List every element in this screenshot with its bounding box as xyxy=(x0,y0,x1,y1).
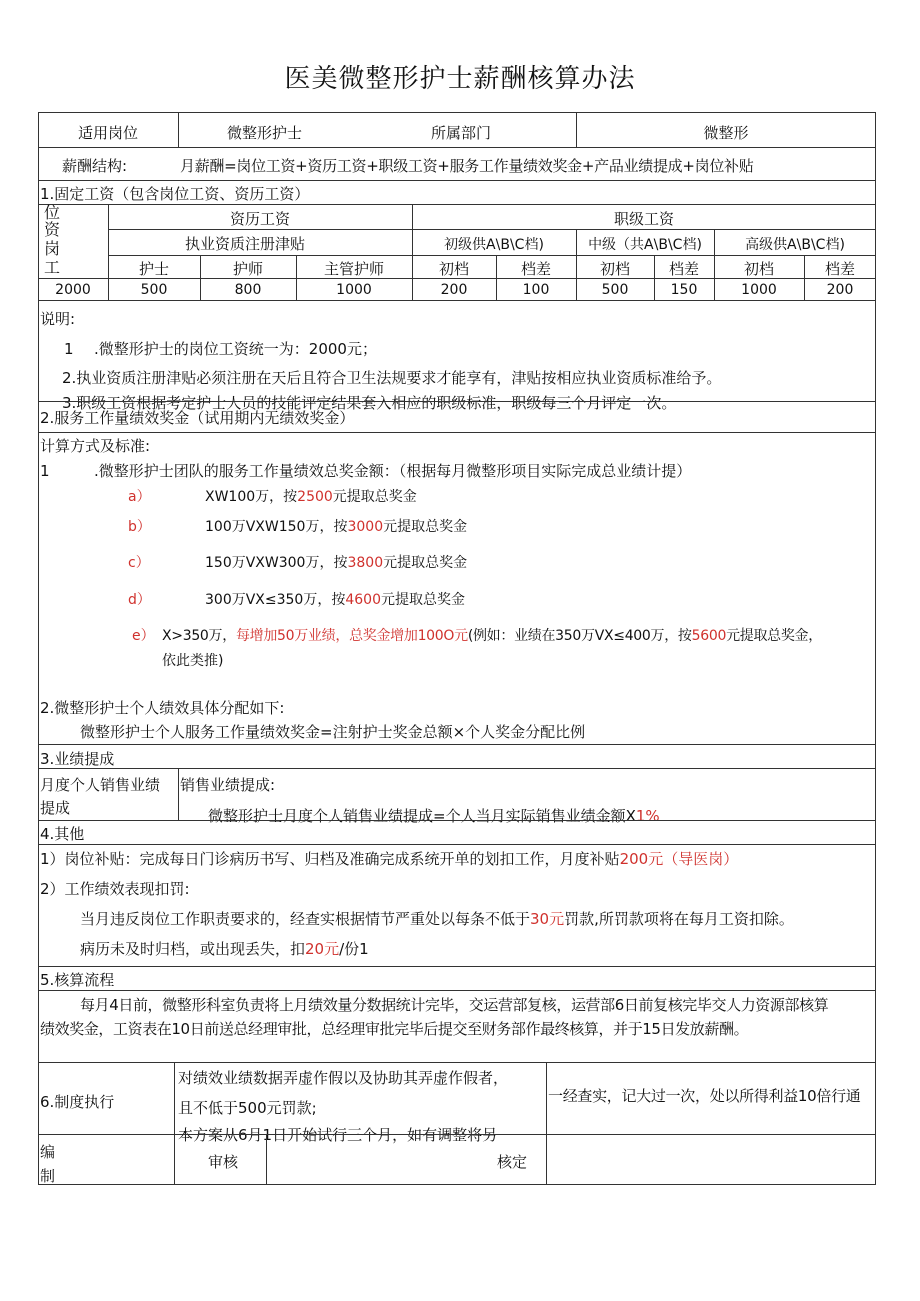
item-2-formula: 微整形护士个人服务工作量绩效奖金=注射护士奖金总额×个人奖金分配比例 xyxy=(80,723,586,741)
note-3-clip xyxy=(40,392,870,412)
group-rank: 职级工资 xyxy=(613,210,674,228)
dept-label: 所属部门 xyxy=(431,124,492,142)
commission-formula: 微整形护士月度个人销售业绩提成=个人当月实际销售业绩金额X1% xyxy=(208,807,660,825)
divider xyxy=(38,966,876,967)
note-1-num: 1 xyxy=(64,340,74,358)
sub-senior: 高级供A\B\C档) xyxy=(745,237,845,253)
tier-label: b） xyxy=(128,519,151,535)
section1-heading-line xyxy=(38,204,876,205)
section1-heading: 1.固定工资（包含岗位工资、资历工资） xyxy=(40,185,310,203)
divider xyxy=(174,1062,175,1185)
note-1: .微整形护士的岗位工资统一为：2000元； xyxy=(94,340,377,358)
col-post-wage: 岗 xyxy=(44,239,61,258)
tier-label: a） xyxy=(128,489,151,505)
tier-rule: 300万VX≤350万，按4600元提取总奖金 xyxy=(205,592,465,608)
approve-label: 核定 xyxy=(497,1153,528,1171)
enforcement-line: 本方案从6月1日开始试行三个月，如有调整将另 xyxy=(178,1126,498,1144)
table-cell: 800 xyxy=(234,282,262,298)
enforcement-line: 对绩效业绩数据弄虚作假以及协助其弄虚作假者， xyxy=(178,1069,509,1087)
item-2-heading: 2.微整形护士个人绩效具体分配如下: xyxy=(40,699,285,717)
author-label: 制 xyxy=(40,1167,56,1185)
structure-formula: 月薪酬=岗位工资+资历工资+职级工资+服务工作量绩效奖金+产品业绩提成+岗位补贴 xyxy=(180,157,754,175)
note-3: 3.职级工资根据考定护士人员的技能评定结果套入相应的职级标准，职级每三个月评定一次。 xyxy=(62,394,677,412)
divider xyxy=(108,229,876,230)
tier-rule: 150万VXW300万，按3800元提取总奖金 xyxy=(205,555,468,571)
divider xyxy=(178,112,179,148)
review-label: 审核 xyxy=(208,1153,239,1171)
col-head: 初档 xyxy=(599,260,630,278)
divider xyxy=(38,990,876,991)
tier-rule: 100万VXW150万，按3000元提取总奖金 xyxy=(205,519,468,535)
item-1-num: 1 xyxy=(40,462,50,480)
col-head: 初档 xyxy=(743,260,774,278)
divider xyxy=(38,401,876,402)
author-label: 编 xyxy=(40,1143,56,1161)
table-cell: 200 xyxy=(826,282,854,298)
page-title: 医美微整形护士薪酬核算办法 xyxy=(284,64,636,94)
divider xyxy=(178,768,179,820)
table-cell: 500 xyxy=(140,282,168,298)
col-head: 主管护师 xyxy=(323,260,384,278)
section4-heading: 4.其他 xyxy=(40,825,85,843)
sub-middle: 中级（共A\B\C档) xyxy=(588,237,702,253)
sales-label: 月度个人销售业绩 xyxy=(40,776,161,794)
col-post-wage: 位 xyxy=(44,203,61,222)
notes-label: 说明: xyxy=(40,310,76,328)
divider xyxy=(38,820,876,821)
penalty-2: 病历未及时归档，或出现丢失，扣20元/份1 xyxy=(80,940,369,958)
table-cell: 1000 xyxy=(336,282,372,298)
tier-rule: X>350万，每增加50万业绩，总奖金增加100O元(例如：业绩在350万VX≤400万，按5600元提取总奖金， xyxy=(162,628,822,644)
divider xyxy=(38,744,876,745)
table-cell: 150 xyxy=(670,282,698,298)
sub-license: 执业资质注册津贴 xyxy=(185,235,306,253)
tier-rule-continued: 依此类推) xyxy=(162,653,224,669)
col-head: 档差 xyxy=(668,260,699,278)
penalty-1: 当月违反岗位工作职责要求的，经查实根据情节严重处以每条不低于30元罚款,所罚款项将在每月工资扣除。 xyxy=(80,910,794,928)
group-seniority: 资历工资 xyxy=(229,210,290,228)
sales-label: 提成 xyxy=(40,799,71,817)
enforcement-line: 且不低于500元罚款; xyxy=(178,1099,317,1117)
item-1: .微整形护士团队的服务工作量绩效总奖金额：（根据每月微整形项目实际完成总业绩计提） xyxy=(94,462,692,480)
enforcement-label: 6.制度执行 xyxy=(40,1093,115,1111)
process-line-2: 绩效奖金，工资表在10日前送总经理审批，总经理审批完毕后提交至财务部作最终核算，并于15日发放薪酬。 xyxy=(40,1020,749,1038)
col-head: 护士 xyxy=(138,260,169,278)
divider xyxy=(108,255,876,256)
tier-label: e） xyxy=(132,628,155,644)
section3-heading: 3.业绩提成 xyxy=(40,750,115,768)
note-2: 2.执业资质注册津贴必须注册在天后且符合卫生法规要求才能享有，津贴按相应执业资质标准给予。 xyxy=(62,369,722,387)
section2-heading: 2.服务工作量绩效奖金（试用期内无绩效奖金） xyxy=(40,409,355,427)
divider xyxy=(38,278,876,279)
col-head: 档差 xyxy=(520,260,551,278)
divider xyxy=(38,300,876,301)
divider xyxy=(38,1062,876,1063)
table-cell: 1000 xyxy=(741,282,777,298)
col-head: 初档 xyxy=(438,260,469,278)
divider xyxy=(38,844,876,845)
enforcement-clip xyxy=(176,1122,544,1144)
divider xyxy=(266,1134,267,1185)
tier-rule: XW100万，按2500元提取总奖金 xyxy=(205,489,417,505)
col-head: 护师 xyxy=(232,260,263,278)
allowance: 1）岗位补贴：完成每日门诊病历书写、归档及准确完成系统开单的划扣工作，月度补贴200元（导医岗） xyxy=(40,850,739,868)
enforcement-penalty: 一经查实，记大过一次，处以所得利益10倍行通 xyxy=(548,1087,861,1105)
table-cell: 500 xyxy=(601,282,629,298)
table-cell: 2000 xyxy=(55,282,91,298)
divider xyxy=(38,1134,876,1135)
commission-clip xyxy=(180,802,870,825)
post-label: 适用岗位 xyxy=(77,124,138,142)
table-cell: 200 xyxy=(440,282,468,298)
sub-junior: 初级供A\B\C档) xyxy=(444,237,544,253)
divider xyxy=(546,1062,547,1185)
col-post-wage: 工 xyxy=(44,258,61,277)
structure-label: 薪酬结构: xyxy=(62,157,128,175)
tier-label: c） xyxy=(128,555,150,571)
divider xyxy=(38,768,876,769)
dept-value: 微整形 xyxy=(703,124,749,142)
table-cell: 100 xyxy=(522,282,550,298)
divider xyxy=(38,432,876,433)
commission-label: 销售业绩提成: xyxy=(180,776,276,794)
col-head: 档差 xyxy=(824,260,855,278)
section5-heading: 5.核算流程 xyxy=(40,971,115,989)
tier-label: d） xyxy=(128,592,151,608)
post-value: 微整形护士 xyxy=(227,124,303,142)
method-label: 计算方式及标准: xyxy=(40,437,151,455)
col-post-wage: 资 xyxy=(44,220,61,239)
penalty-heading: 2）工作绩效表现扣罚: xyxy=(40,880,190,898)
process-line-1: 每月4日前，微整形科室负责将上月绩效量分数据统计完毕，交运营部复核，运营部6日前复核完毕交人力资源部核算 xyxy=(80,996,829,1014)
